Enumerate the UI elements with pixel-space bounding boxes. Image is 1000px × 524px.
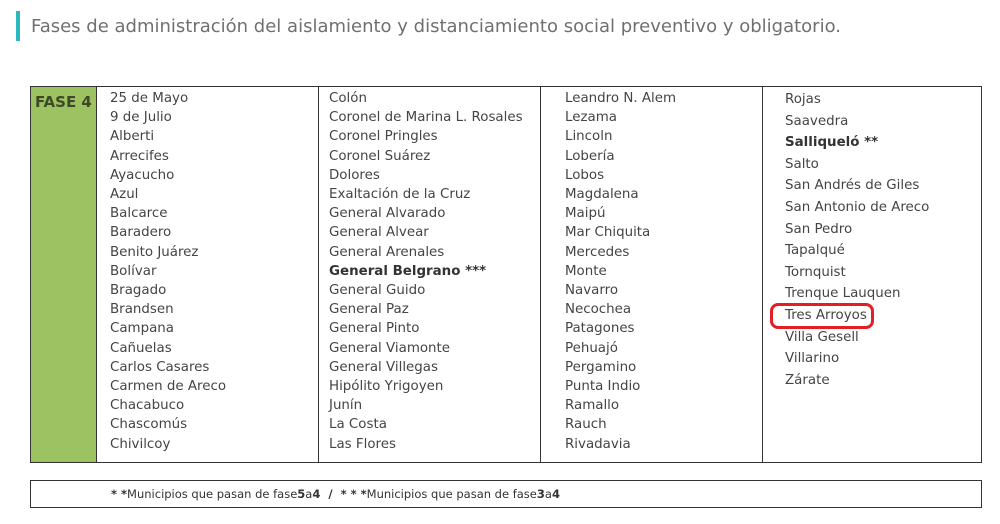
list-item: Necochea	[565, 302, 632, 318]
list-item: General Villegas	[329, 359, 438, 375]
list-item: Dolores	[329, 167, 380, 183]
list-item-phase-change: General Belgrano ***	[329, 263, 487, 279]
footnote	[30, 480, 982, 508]
list-item: Navarro	[565, 283, 619, 299]
list-item: Rojas	[785, 92, 821, 107]
footnote-separator: /	[328, 487, 333, 501]
municipality-column-3	[541, 87, 763, 462]
list-item: General Alvear	[329, 225, 429, 241]
list-item: Lincoln	[565, 129, 613, 145]
list-item: Lezama	[565, 110, 617, 126]
list-item: General Pinto	[329, 321, 420, 337]
footnote-text: Municipios que pasan de fase	[366, 487, 537, 501]
list-item: San Andrés de Giles	[785, 178, 920, 194]
list-item: Alberti	[110, 129, 155, 145]
list-item: Ramallo	[565, 398, 620, 414]
list-item: General Viamonte	[329, 340, 451, 356]
list-item: Azul	[110, 187, 139, 203]
list-item: Lobería	[565, 148, 615, 164]
list-item: San Pedro	[785, 221, 853, 237]
list-item: Las Flores	[329, 436, 396, 452]
municipality-column-2	[319, 87, 541, 462]
list-item: General Paz	[329, 302, 409, 318]
list-item-highlighted: Tres Arroyos	[785, 305, 981, 327]
list-item: Coronel Pringles	[329, 129, 438, 145]
footnote-stars-triple: * * *	[340, 487, 367, 501]
list-item: Junín	[329, 398, 363, 414]
list-item: General Guido	[329, 283, 426, 299]
list-item: Mar Chiquita	[565, 225, 651, 241]
accent-bar	[16, 11, 20, 41]
page-title: Fases de administración del aislamiento y distanciamiento social preventivo y obligatorio.	[31, 15, 841, 37]
list-item: Arrecifes	[110, 148, 169, 164]
list-item: 9 de Julio	[110, 110, 172, 126]
list-item: Pergamino	[565, 359, 637, 375]
list-item: Baradero	[110, 225, 172, 241]
list-item: Brandsen	[110, 302, 174, 318]
list-item: 25 de Mayo	[110, 91, 189, 106]
page-header	[16, 10, 841, 42]
phase-label: FASE 4	[35, 93, 92, 111]
list-item: Zárate	[785, 372, 830, 388]
list-item: Magdalena	[565, 187, 639, 203]
list-item: Leandro N. Alem	[565, 91, 677, 106]
list-item: Punta Indio	[565, 379, 641, 395]
footnote-connector: a	[305, 487, 313, 501]
list-item: Bragado	[110, 283, 167, 299]
list-item: Rivadavia	[565, 436, 631, 452]
list-item: Carmen de Areco	[110, 379, 227, 395]
list-item: Tornquist	[785, 264, 846, 280]
list-item: Villa Gesell	[785, 329, 859, 345]
list-item: Hipólito Yrigoyen	[329, 379, 444, 395]
list-item: Maipú	[565, 206, 606, 222]
list-item: Colón	[329, 91, 367, 106]
list-item: Lobos	[565, 167, 605, 183]
municipality-column-1	[97, 87, 319, 462]
list-item: Exaltación de la Cruz	[329, 187, 471, 203]
footnote-phase-from: 5	[297, 487, 306, 501]
list-item: La Costa	[329, 417, 387, 433]
list-item: Pehuajó	[565, 340, 618, 356]
municipality-column-4	[763, 87, 981, 462]
list-item: Monte	[565, 263, 607, 279]
list-item: Coronel de Marina L. Rosales	[329, 110, 523, 126]
list-item: Chivilcoy	[110, 436, 171, 452]
list-item: Chascomús	[110, 417, 188, 433]
footnote-connector: a	[544, 487, 552, 501]
footnote-phase-to: 4	[312, 487, 321, 501]
phase-column	[31, 87, 97, 462]
list-item: Balcarce	[110, 206, 168, 222]
list-item: Coronel Suárez	[329, 148, 431, 164]
list-item: Trenque Lauquen	[785, 286, 901, 302]
footnote-text: Municipios que pasan de fase	[127, 487, 298, 501]
municipalities-table	[30, 86, 982, 463]
list-item: General Alvarado	[329, 206, 446, 222]
footnote-stars-double: * *	[111, 487, 128, 501]
footnote-phase-from: 3	[536, 487, 545, 501]
list-item: Saavedra	[785, 113, 849, 129]
list-item: San Antonio de Areco	[785, 199, 930, 215]
list-item: Mercedes	[565, 244, 630, 260]
list-item: Salto	[785, 156, 819, 172]
list-item: Cañuelas	[110, 340, 172, 356]
list-item: Bolívar	[110, 263, 157, 279]
footnote-phase-to: 4	[551, 487, 560, 501]
list-item: Carlos Casares	[110, 359, 210, 375]
list-item: Rauch	[565, 417, 607, 433]
list-item: Ayacucho	[110, 167, 175, 183]
list-item-phase-change: Salliqueló **	[785, 135, 879, 151]
list-item: Tapalqué	[785, 243, 845, 259]
list-item: Chacabuco	[110, 398, 185, 414]
list-item: Campana	[110, 321, 174, 337]
list-item: Villarino	[785, 351, 840, 367]
list-item: Benito Juárez	[110, 244, 199, 260]
list-item: General Arenales	[329, 244, 445, 260]
list-item: Patagones	[565, 321, 635, 337]
